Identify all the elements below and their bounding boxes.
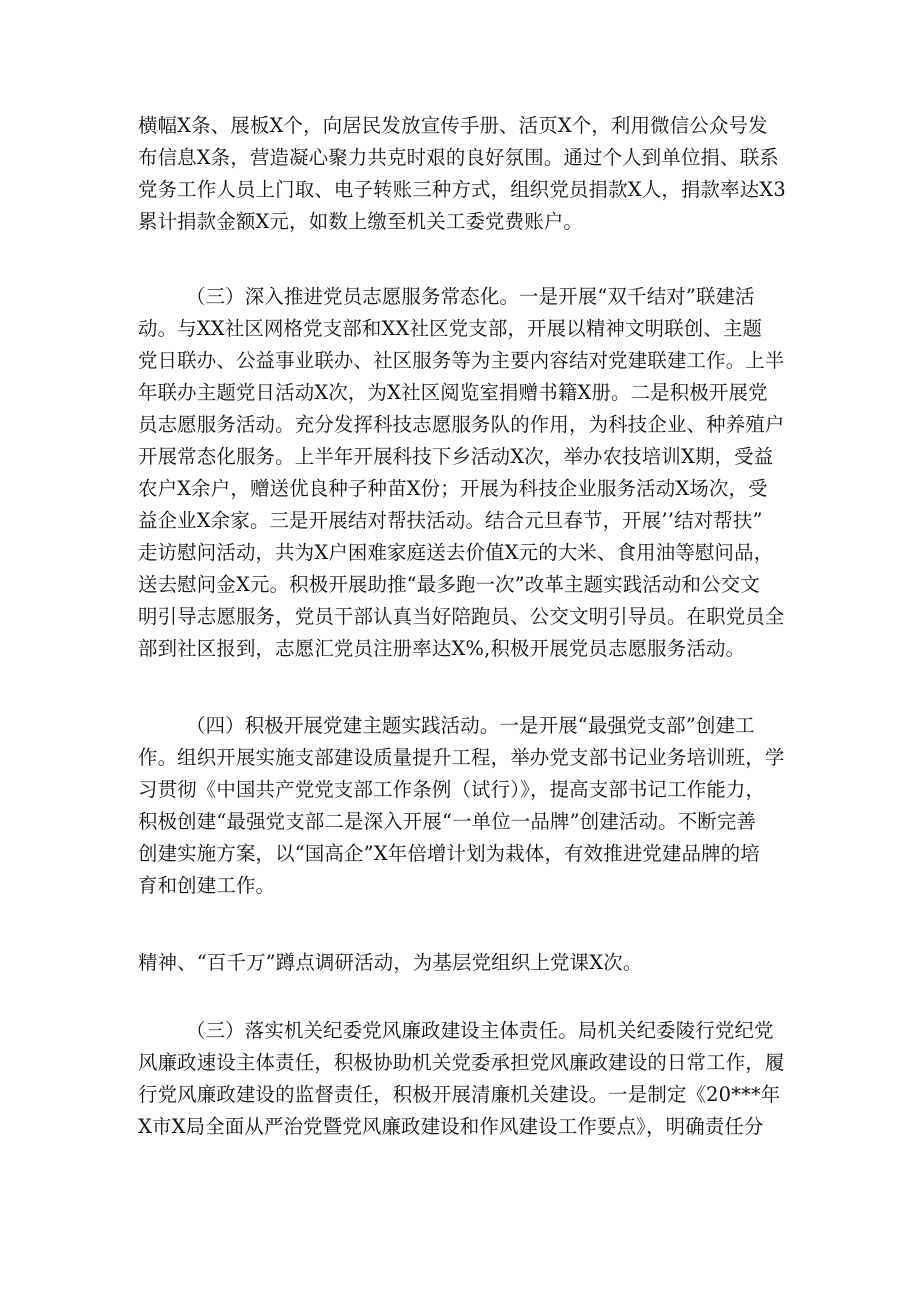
text-line: 年联办主题党日活动X次，为X社区阅览室捐赠书籍X册。二是积极开展党 xyxy=(138,381,768,404)
text-line: 累计捐款金额X元，如数上缴至机关工委党费账户。 xyxy=(138,210,583,233)
text-line: 创建实施方案，以“国高企”X年倍增计划为栽体，有效推进党建品牌的培 xyxy=(138,842,760,865)
text-line: 走访慰问活动，共为X户困难家庭送去价值X元的大米、食用油等慰问品， xyxy=(138,541,774,564)
text-line: 开展常态化服务。上半年开展科技下乡活动X次，举办农技培训X期，受益 xyxy=(138,445,774,468)
text-line: 作。组织开展实施支部建设质量提升工程，举办党支部书记业务培训班，学 xyxy=(138,746,785,769)
paragraph-heading-line: （四）积极开展党建主题实践活动。一是开展“最强党支部”创建工 xyxy=(186,714,755,737)
text-line: 精神、“百千万”蹲点调研活动，为基层党组织上党课X次。 xyxy=(138,951,643,974)
text-line: 横幅X条、展板X个，向居民发放宣传手册、活页X个，利用微信公众号发 xyxy=(138,114,768,137)
text-line: 布信息X条，营造凝心聚力共克时艰的良好氛围。通过个人到单位捐、联系 xyxy=(138,146,779,169)
text-line: 行党风廉政建设的监督责任，积极开展清廉机关建设。一是制定《20***年 xyxy=(138,1083,781,1106)
text-line: 育和创建工作。 xyxy=(138,874,276,897)
paragraph-heading-line: （三）深入推进党员志愿服务常态化。一是开展“双千结对”联建活 xyxy=(186,285,755,308)
text-line: 党日联办、公益事业联办、社区服务等为主要内容结对党建联建工作。上半 xyxy=(138,349,785,372)
text-line: 员志愿服务活动。充分发挥科技志愿服务队的作用，为科技企业、种养殖户 xyxy=(138,413,785,436)
text-line: 部到社区报到，志愿汇党员注册率达X%,积极开展党员志愿服务活动。 xyxy=(138,637,746,660)
text-line: 习贯彻《中国共产党党支部工作条例（试行）》，提高支部书记工作能力， xyxy=(138,778,766,801)
text-line: 动。与XX社区网格党支部和XX社区党支部，开展以精神文明联创、主题 xyxy=(138,317,763,340)
text-line: 积极创建“最强党支部二是深入开展“一单位一品牌”创建活动。不断完善 xyxy=(138,810,757,833)
text-line: X市X局全面从严治党暨党风廉政建设和作风建设工作要点》，明确责任分 xyxy=(138,1115,764,1138)
text-line: 益企业X余家。三是开展结对帮扶活动。结合元旦春节，开展’’结对帮扶” xyxy=(138,509,763,532)
text-line: 送去慰问金X元。积极开展助推“最多跑一次”改革主题实践活动和公交文 xyxy=(138,573,760,596)
text-line: 农户X余户，赠送优良种子种苗X份；开展为科技企业服务活动X场次，受 xyxy=(138,477,768,500)
text-line: 党务工作人员上门取、电子转账三种方式，组织党员捐款X人，捐款率达X3 xyxy=(138,178,786,201)
text-line: 风廉政速设主体责任，积极协助机关党委承担党风廉政建设的日常工作，履 xyxy=(138,1051,785,1074)
paragraph-heading-line: （三）落实机关纪委党风廉政建设主体责任。局机关纪委陵行党纪党 xyxy=(186,1019,774,1042)
text-line: 明引导志愿服务，党员干部认真当好陪跑员、公交文明引导员。在职党员全 xyxy=(138,605,785,628)
